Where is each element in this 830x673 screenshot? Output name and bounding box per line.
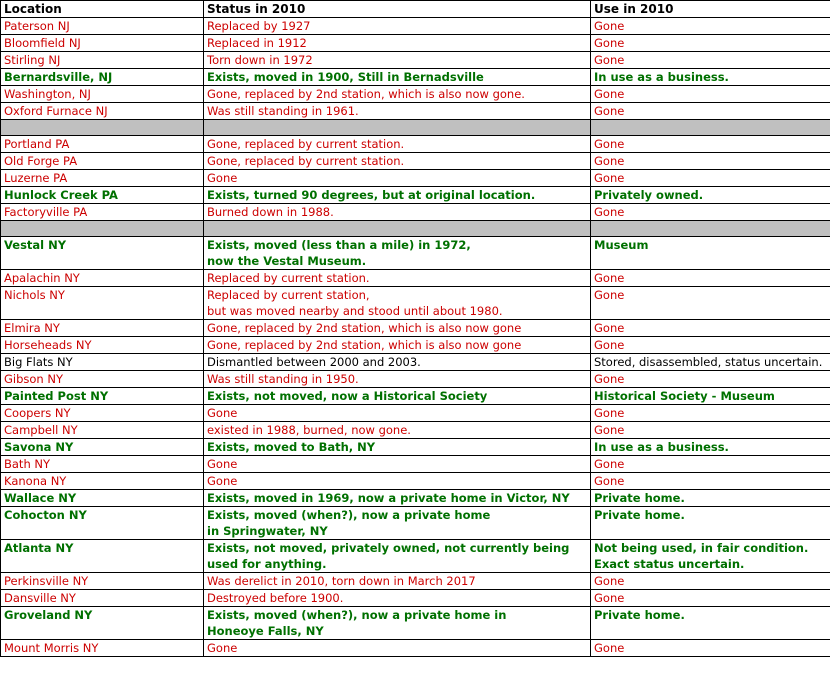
use-cell [591,35,830,52]
location-cell: Stirling NJ [1,52,204,69]
table-row [1,490,830,507]
location-cell: Horseheads NY [1,337,204,354]
table-header-row [1,1,830,18]
status-cell [204,270,591,287]
location-cell: Bloomfield NJ [1,35,204,52]
use-cell-line: Gone [594,423,625,437]
table-row [1,422,830,439]
use-cell [591,456,830,473]
location-cell: Oxford Furnace NJ [1,103,204,120]
use-cell-line: Gone [594,474,625,488]
table-row [1,439,830,456]
use-cell [591,237,830,270]
location-cell: Dansville NY [1,590,204,607]
use-cell [591,153,830,170]
use-cell [591,52,830,69]
use-cell-line: Gone [594,406,625,420]
use-cell-line: Gone [594,53,625,67]
use-cell-line: Gone [594,641,625,655]
status-cell-line: Gone [207,406,238,420]
status-cell-line: Was still standing in 1961. [207,104,359,118]
location-cell: Apalachin NY [1,270,204,287]
table-row [1,170,830,187]
table-row [1,388,830,405]
use-cell-line: Gone [594,338,625,352]
use-cell-line: Gone [594,321,625,335]
status-cell [204,187,591,204]
use-cell [591,103,830,120]
table-row [1,86,830,103]
status-cell [204,573,591,590]
separator-cell [204,221,591,237]
status-cell [204,153,591,170]
status-cell [204,388,591,405]
status-cell-line: Exists, moved (when?), now a private home in [207,608,507,622]
table-body [1,18,830,657]
table-row [1,103,830,120]
status-cell [204,204,591,221]
location-cell: Factoryville PA [1,204,204,221]
status-cell [204,473,591,490]
status-cell [204,86,591,103]
status-cell [204,540,591,573]
status-cell-line: Exists, moved to Bath, NY [207,440,376,454]
status-cell-line: Gone [207,171,238,185]
use-cell [591,18,830,35]
use-cell [591,320,830,337]
status-cell-line: Dismantled between 2000 and 2003. [207,355,421,369]
use-cell [591,540,830,573]
status-cell [204,287,591,320]
status-cell [204,507,591,540]
location-cell: Perkinsville NY [1,573,204,590]
location-cell: Bath NY [1,456,204,473]
separator-cell [204,120,591,136]
use-cell [591,204,830,221]
status-cell [204,590,591,607]
table-row [1,354,830,371]
use-cell-line: In use as a business. [594,70,729,84]
table-row [1,371,830,388]
status-cell-line: Gone, replaced by 2nd station, which is also now gone. [207,87,525,101]
status-cell [204,371,591,388]
use-cell-line: Private home. [594,491,685,505]
status-cell [204,52,591,69]
use-column-header: Use in 2010 [591,1,830,18]
status-cell-line: Honeoye Falls, NY [207,624,324,638]
use-cell-line: Gone [594,574,625,588]
use-cell-line: Not being used, in fair condition. [594,541,809,555]
use-cell [591,354,830,371]
status-cell-line: Replaced by current station, [207,288,370,302]
status-cell [204,320,591,337]
location-cell: Kanona NY [1,473,204,490]
status-cell-line: Exists, moved (less than a mile) in 1972, [207,238,471,252]
status-cell-line: Gone [207,457,238,471]
status-cell [204,490,591,507]
use-cell [591,405,830,422]
use-cell-line: Privately owned. [594,188,704,202]
status-cell [204,103,591,120]
use-cell [591,473,830,490]
table-row [1,405,830,422]
status-cell-line: in Springwater, NY [207,524,328,538]
table-row [1,18,830,35]
location-cell: Washington, NJ [1,86,204,103]
status-cell-line: now the Vestal Museum. [207,254,367,268]
table-row [1,35,830,52]
location-cell: Coopers NY [1,405,204,422]
use-cell-line: Private home. [594,508,685,522]
location-cell: Big Flats NY [1,354,204,371]
status-column-header: Status in 2010 [204,1,591,18]
status-cell-line: Replaced by 1927 [207,19,311,33]
status-cell [204,354,591,371]
status-cell [204,237,591,270]
location-cell: Wallace NY [1,490,204,507]
status-cell [204,337,591,354]
status-cell-line: Replaced by current station. [207,271,370,285]
use-cell [591,86,830,103]
use-cell-line: Private home. [594,608,685,622]
location-cell: Mount Morris NY [1,640,204,657]
separator-cell [1,221,204,237]
use-cell-line: Gone [594,19,625,33]
status-cell-line: Exists, moved in 1969, now a private home in Victor, NY [207,491,570,505]
status-cell [204,18,591,35]
status-cell-line: Torn down in 1972 [207,53,313,67]
table-row [1,153,830,170]
status-cell [204,136,591,153]
table-row [1,337,830,354]
location-cell: Cohocton NY [1,507,204,540]
location-cell: Nichols NY [1,287,204,320]
location-cell: Portland PA [1,136,204,153]
table-row [1,69,830,86]
use-cell [591,170,830,187]
use-cell-line: Exact status uncertain. [594,557,745,571]
use-cell [591,640,830,657]
status-cell [204,422,591,439]
status-cell-line: Gone, replaced by current station. [207,137,405,151]
use-cell [591,607,830,640]
use-cell [591,187,830,204]
use-cell-line: Gone [594,591,625,605]
use-cell-line: Gone [594,457,625,471]
use-cell [591,388,830,405]
use-cell-line: Gone [594,154,625,168]
use-cell-line: Gone [594,137,625,151]
table-row [1,52,830,69]
status-cell [204,170,591,187]
table-row [1,204,830,221]
status-cell [204,640,591,657]
status-cell-line: Burned down in 1988. [207,205,334,219]
status-cell-line: Gone, replaced by 2nd station, which is also now gone [207,338,522,352]
use-cell-line: Gone [594,104,625,118]
use-cell-line: Gone [594,171,625,185]
use-cell [591,590,830,607]
status-cell-line: used for anything. [207,557,327,571]
status-cell-line: Gone [207,641,238,655]
status-cell [204,405,591,422]
status-cell [204,439,591,456]
use-cell [591,337,830,354]
status-cell-line: Exists, moved in 1900, Still in Bernadsville [207,70,484,84]
region-separator-row [1,120,830,136]
use-cell-line: Gone [594,36,625,50]
location-cell: Luzerne PA [1,170,204,187]
table-row [1,237,830,270]
table-row [1,456,830,473]
separator-cell [591,221,830,237]
use-cell-line: Museum [594,238,649,252]
table-row [1,187,830,204]
table-row [1,320,830,337]
location-cell: Vestal NY [1,237,204,270]
table-row [1,640,830,657]
use-cell [591,371,830,388]
use-cell [591,422,830,439]
status-cell-line: Replaced in 1912 [207,36,307,50]
use-cell-line: Gone [594,271,625,285]
location-cell: Elmira NY [1,320,204,337]
region-separator-row [1,221,830,237]
use-cell [591,439,830,456]
use-cell-line: Stored, disassembled, status uncertain. [594,355,823,369]
table-row [1,287,830,320]
separator-cell [591,120,830,136]
status-cell-line: existed in 1988, burned, now gone. [207,423,411,437]
location-cell: Savona NY [1,439,204,456]
location-cell: Paterson NJ [1,18,204,35]
table-row [1,507,830,540]
table-row [1,270,830,287]
location-cell: Atlanta NY [1,540,204,573]
status-cell [204,69,591,86]
status-cell [204,607,591,640]
status-cell [204,35,591,52]
status-cell-line: Exists, not moved, privately owned, not currently being [207,541,570,555]
status-cell-line: Exists, turned 90 degrees, but at original location. [207,188,536,202]
use-cell-line: In use as a business. [594,440,729,454]
table-row [1,136,830,153]
table-row [1,540,830,573]
location-cell: Painted Post NY [1,388,204,405]
use-cell-line: Gone [594,288,625,302]
status-cell-line: Exists, not moved, now a Historical Society [207,389,488,403]
status-cell [204,456,591,473]
location-column-header: Location [1,1,204,18]
use-cell [591,490,830,507]
use-cell [591,136,830,153]
table-row [1,573,830,590]
separator-cell [1,120,204,136]
location-cell: Campbell NY [1,422,204,439]
status-cell-line: Gone, replaced by 2nd station, which is also now gone [207,321,522,335]
table-row [1,607,830,640]
use-cell [591,69,830,86]
status-cell-line: but was moved nearby and stood until about 1980. [207,304,503,318]
location-cell: Bernardsville, NJ [1,69,204,86]
status-cell-line: Was derelict in 2010, torn down in March 2017 [207,574,476,588]
status-cell-line: Destroyed before 1900. [207,591,344,605]
use-cell-line: Gone [594,205,625,219]
table-row [1,590,830,607]
status-cell-line: Gone, replaced by current station. [207,154,405,168]
location-cell: Groveland NY [1,607,204,640]
use-cell [591,573,830,590]
use-cell-line: Historical Society - Museum [594,389,775,403]
location-cell: Gibson NY [1,371,204,388]
use-cell [591,270,830,287]
status-cell-line: Was still standing in 1950. [207,372,359,386]
use-cell [591,287,830,320]
location-cell: Hunlock Creek PA [1,187,204,204]
use-cell-line: Gone [594,87,625,101]
use-cell [591,507,830,540]
use-cell-line: Gone [594,372,625,386]
status-cell-line: Gone [207,474,238,488]
status-cell-line: Exists, moved (when?), now a private home [207,508,491,522]
location-cell: Old Forge PA [1,153,204,170]
table-row [1,473,830,490]
